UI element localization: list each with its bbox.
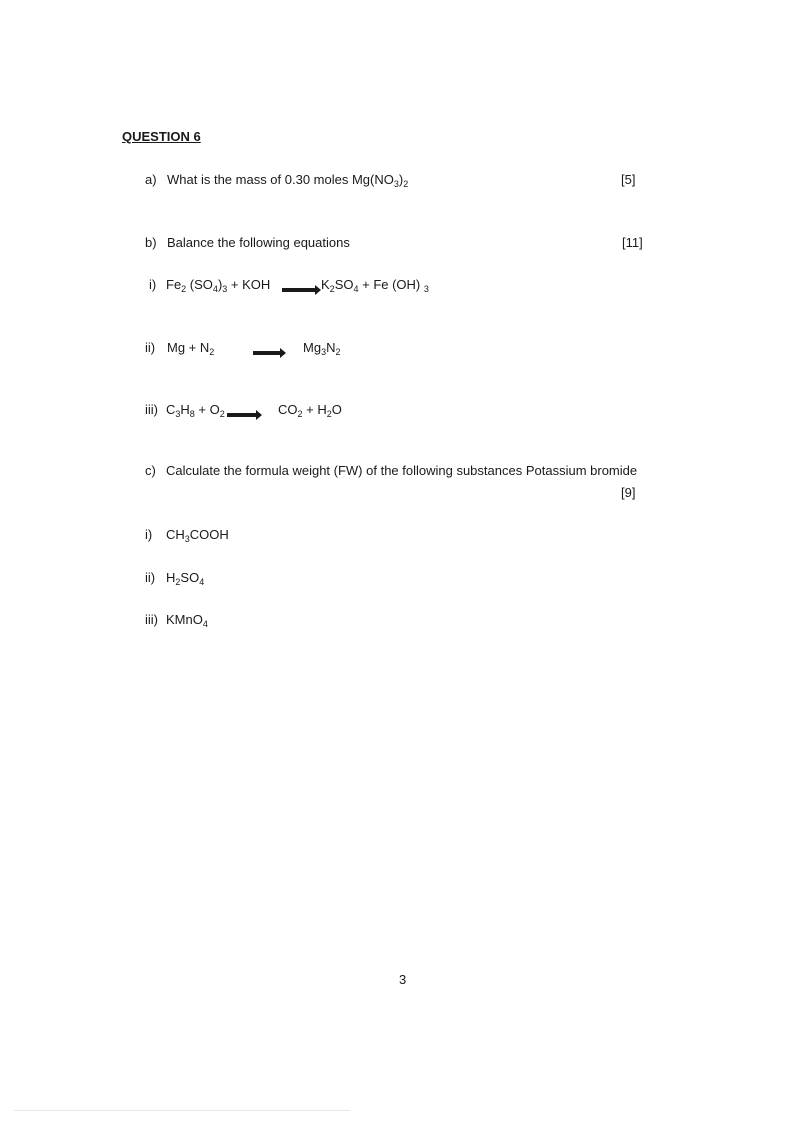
equation-ii-products: $Mg_3N_2$ (303, 340, 341, 357)
part-b-marks: [11] (622, 235, 643, 250)
item-i-label: i) (145, 527, 153, 542)
equation-ii-reactants: $Mg + N_2$ (167, 340, 215, 357)
part-c-label: c) (145, 463, 156, 478)
item-i-formula: $CH_3COOH$ (166, 527, 229, 544)
reaction-arrow-icon (253, 351, 281, 355)
part-c-text: Calculate the formula weight (FW) of the following substances Potassium bromide (166, 463, 638, 478)
equation-i-reactants: $Fe_2$ $(SO_4)_3$ + KOH (166, 277, 271, 294)
part-a-marks: [5] (621, 172, 636, 187)
item-ii-formula: $H_2SO_4$ (166, 570, 205, 587)
equation-ii-label: ii) (145, 340, 156, 355)
part-a-label: a) (145, 172, 157, 187)
equation-i-products: $K_2SO_4 + Fe$ (OH) $_3$ (321, 277, 429, 294)
reaction-arrow-icon (282, 288, 316, 292)
part-b-label: b) (145, 235, 157, 250)
equation-i-label: i) (149, 277, 157, 292)
equation-iii-reactants: $C_3H_8 + O_2$ (166, 402, 225, 419)
question-title: QUESTION 6 (122, 129, 201, 144)
part-b-text: Balance the following equations (167, 235, 350, 250)
page-number: 3 (399, 972, 407, 987)
item-ii-label: ii) (145, 570, 156, 585)
item-iii-label: iii) (145, 612, 158, 627)
equation-iii-products: $CO_2 + H_2O$ (278, 402, 342, 419)
item-iii-formula: KMnO$_4$ (166, 612, 208, 629)
part-a-text: What is the mass of 0.30 moles $Mg(NO_3)_2$ (167, 172, 409, 189)
part-c-marks: [9] (621, 485, 636, 500)
scan-artifact-line (14, 1110, 350, 1111)
equation-iii-label: iii) (145, 402, 158, 417)
reaction-arrow-icon (227, 413, 257, 417)
